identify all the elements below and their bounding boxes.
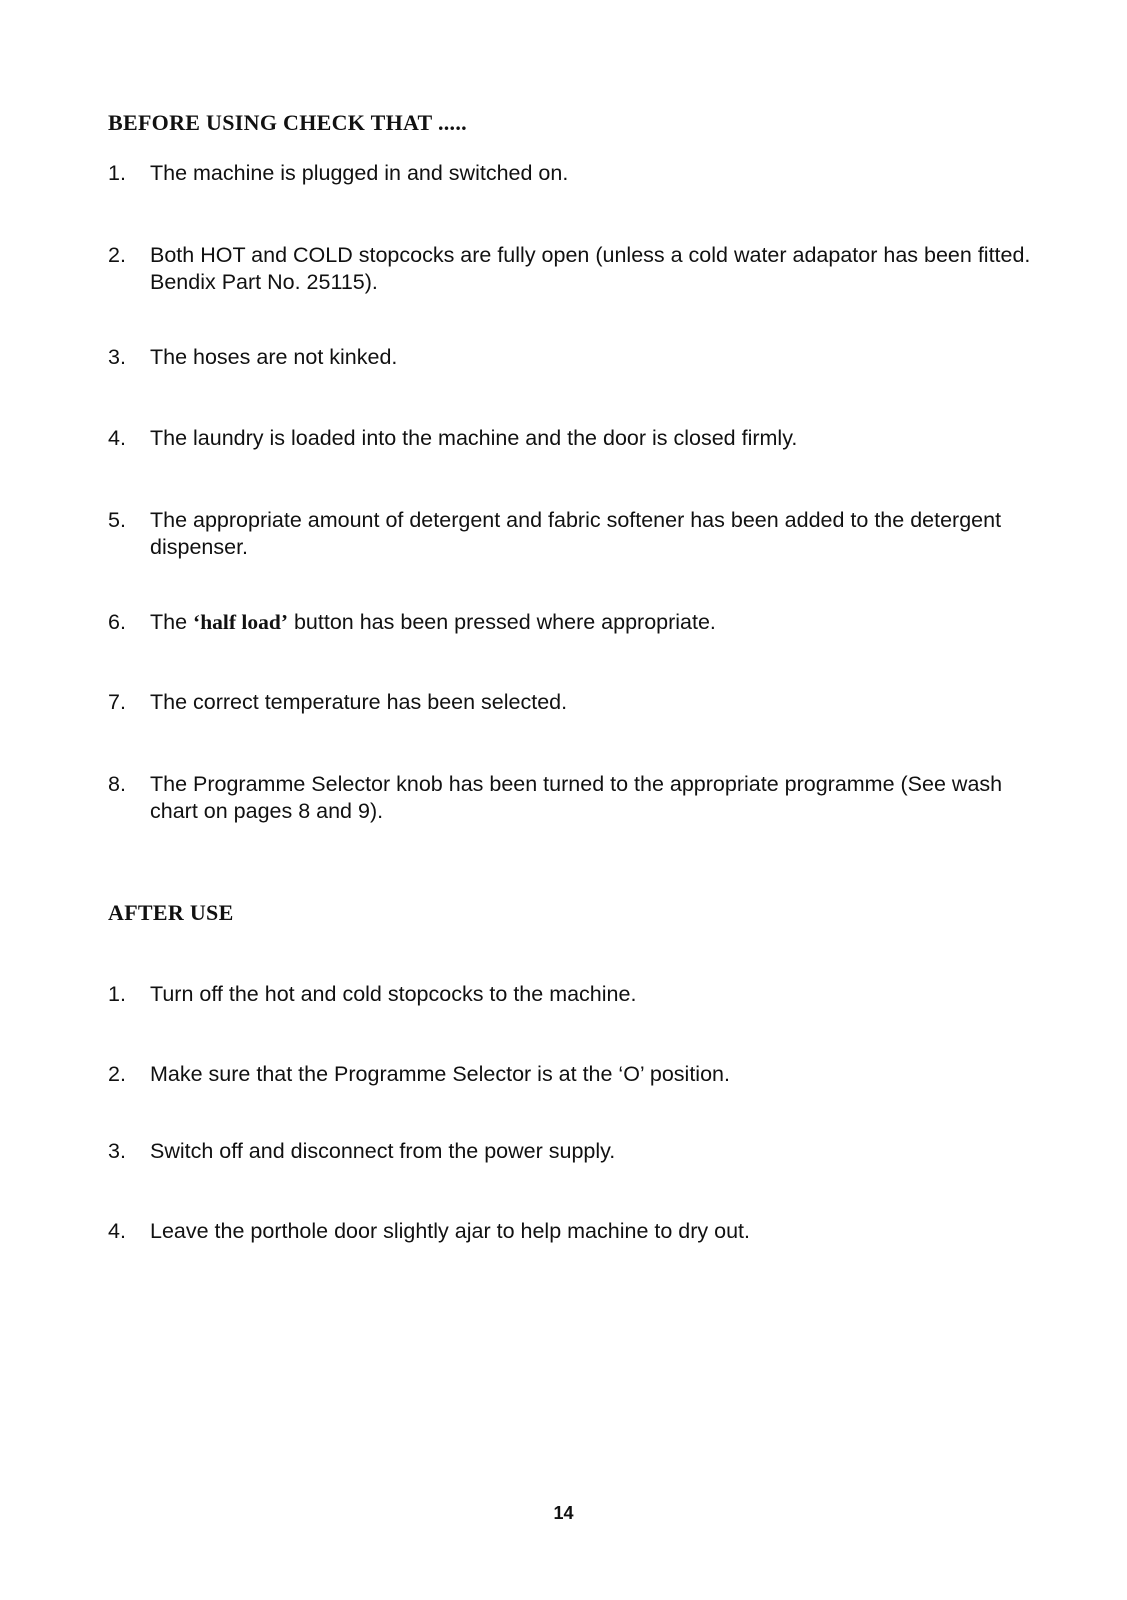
item-text: The Programme Selector knob has been turned to the appropriate programme (See wash chart on pages 8 and 9). (150, 772, 1003, 823)
page-number: 14 (553, 1503, 574, 1523)
list-item (108, 1061, 1048, 1088)
item-number: 2. (108, 243, 126, 267)
item-number: 8. (108, 772, 126, 796)
item-number: 4. (108, 426, 126, 450)
item-text-pre: The (150, 610, 194, 634)
item-text: The machine is plugged in and switched on. (150, 161, 569, 185)
item-text: Make sure that the Programme Selector is at the ‘O’ position. (150, 1062, 730, 1086)
item-number: 3. (108, 345, 126, 369)
item-number: 5. (108, 508, 126, 532)
item-number: 7. (108, 690, 126, 714)
item-number: 2. (108, 1062, 126, 1086)
list-item (108, 160, 1048, 187)
list-item (108, 507, 1048, 561)
section-heading-after-use: AFTER USE (108, 900, 234, 925)
item-text: Turn off the hot and cold stopcocks to the machine. (150, 982, 637, 1006)
list-item (108, 689, 1048, 716)
item-text: Switch off and disconnect from the power supply. (150, 1139, 616, 1163)
list-item (108, 425, 1048, 452)
section-heading-before-use: BEFORE USING CHECK THAT ..... (108, 110, 467, 135)
item-number: 3. (108, 1139, 126, 1163)
item-text: The hoses are not kinked. (150, 345, 398, 369)
list-item (108, 981, 1048, 1008)
list-item (108, 1138, 1048, 1165)
list-item (108, 609, 1048, 636)
item-number: 6. (108, 610, 126, 634)
item-number: 1. (108, 161, 126, 185)
list-item (108, 242, 1048, 296)
half-load-label: ‘half load’ (193, 610, 288, 634)
item-text-post: button has been pressed where appropriate. (288, 610, 716, 634)
list-item (108, 344, 1048, 371)
list-item (108, 1218, 1048, 1245)
item-text: The correct temperature has been selected. (150, 690, 568, 714)
item-text: Leave the porthole door slightly ajar to help machine to dry out. (150, 1219, 750, 1243)
list-item (108, 771, 1048, 825)
item-number: 1. (108, 982, 126, 1006)
item-text: The laundry is loaded into the machine and the door is closed firmly. (150, 426, 798, 450)
item-number: 4. (108, 1219, 126, 1243)
item-text: The appropriate amount of detergent and fabric softener has been added to the detergent dispenser. (150, 508, 1002, 559)
item-text: Both HOT and COLD stopcocks are fully open (unless a cold water adapator has been fitted. Bendix Part No. 25115). (150, 243, 1031, 294)
item-text (150, 609, 1048, 636)
